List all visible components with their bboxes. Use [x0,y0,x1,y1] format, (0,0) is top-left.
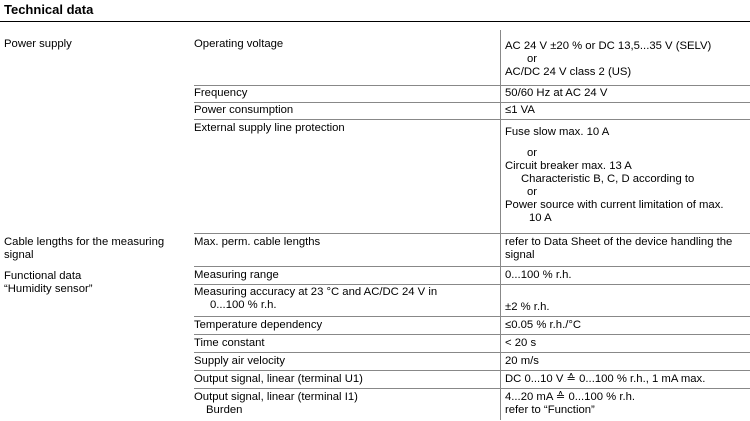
value-spacer [505,139,750,147]
value-line: signal [505,249,535,261]
value-line: Fuse slow max. 10 A [505,126,610,138]
category-power-supply [4,38,184,51]
row-power-consumption [194,102,750,119]
value-line: Circuit breaker max. 13 A [505,160,632,172]
section-title: Technical data [4,2,94,17]
row-measuring-accuracy [194,284,750,316]
value-line: refer to “Function” [505,404,595,416]
row-value: 50/60 Hz at AC 24 V [505,87,608,99]
row-label [194,286,484,312]
row-value: 0...100 % r.h. [505,269,572,281]
row-label: Operating voltage [194,38,284,50]
row-cable-lengths [194,233,750,265]
label-line: Output signal, linear (terminal I1) [194,391,358,403]
row-supply-protection [194,119,750,233]
row-value: DC 0...10 V ≙ 0...100 % r.h., 1 mA max. [505,373,706,385]
row-value: < 20 s [505,337,537,349]
row-label: External supply line protection [194,122,345,134]
row-supply-air-velocity [194,352,750,370]
row-operating-voltage [194,38,750,84]
row-output-i1 [194,388,750,421]
value-line: 10 A [529,212,552,224]
row-time-constant [194,334,750,352]
row-value [505,126,750,225]
value-line: refer to Data Sheet of the device handling the [505,236,733,248]
value-line: Power source with current limitation of max. [505,199,724,211]
row-label: Time constant [194,337,265,349]
category-functional-data [4,270,184,296]
category-label: Functional data [4,270,82,282]
category-cable-lengths [4,236,184,262]
value-line: Characteristic B, C, D according to [521,173,695,185]
value-line: AC/DC 24 V class 2 (US) [505,66,632,78]
row-label: Max. perm. cable lengths [194,236,321,248]
label-line: 0...100 % r.h. [210,299,277,311]
row-temperature-dependency [194,316,750,334]
row-label: Temperature dependency [194,319,323,331]
category-label: Cable lengths for the measuring [4,236,165,248]
label-line: Burden [206,404,243,416]
row-label: Supply air velocity [194,355,286,367]
row-label: Output signal, linear (terminal U1) [194,373,363,385]
category-label: signal [4,249,34,261]
row-label: Measuring range [194,269,279,281]
value-line: or [527,53,538,65]
row-label: Frequency [194,87,248,99]
row-value [505,391,750,417]
category-label: Power supply [4,38,72,50]
row-label [194,391,484,417]
row-value [505,40,750,79]
row-value: ≤1 VA [505,104,535,116]
title-divider [0,21,750,22]
category-label: “Humidity sensor” [4,283,93,295]
value-line: or [527,147,538,159]
row-measuring-range [194,266,750,284]
row-value: ≤0.05 % r.h./°C [505,319,582,331]
row-value [505,236,750,262]
row-value: 20 m/s [505,355,539,367]
row-value: ±2 % r.h. [505,301,550,313]
row-frequency [194,85,750,102]
row-label: Power consumption [194,104,294,116]
value-line: 4...20 mA ≙ 0...100 % r.h. [505,391,636,403]
value-line: AC 24 V ±20 % or DC 13,5...35 V (SELV) [505,40,712,52]
row-output-u1 [194,370,750,388]
value-line: or [527,186,538,198]
label-line: Measuring accuracy at 23 °C and AC/DC 24 V in [194,286,438,298]
